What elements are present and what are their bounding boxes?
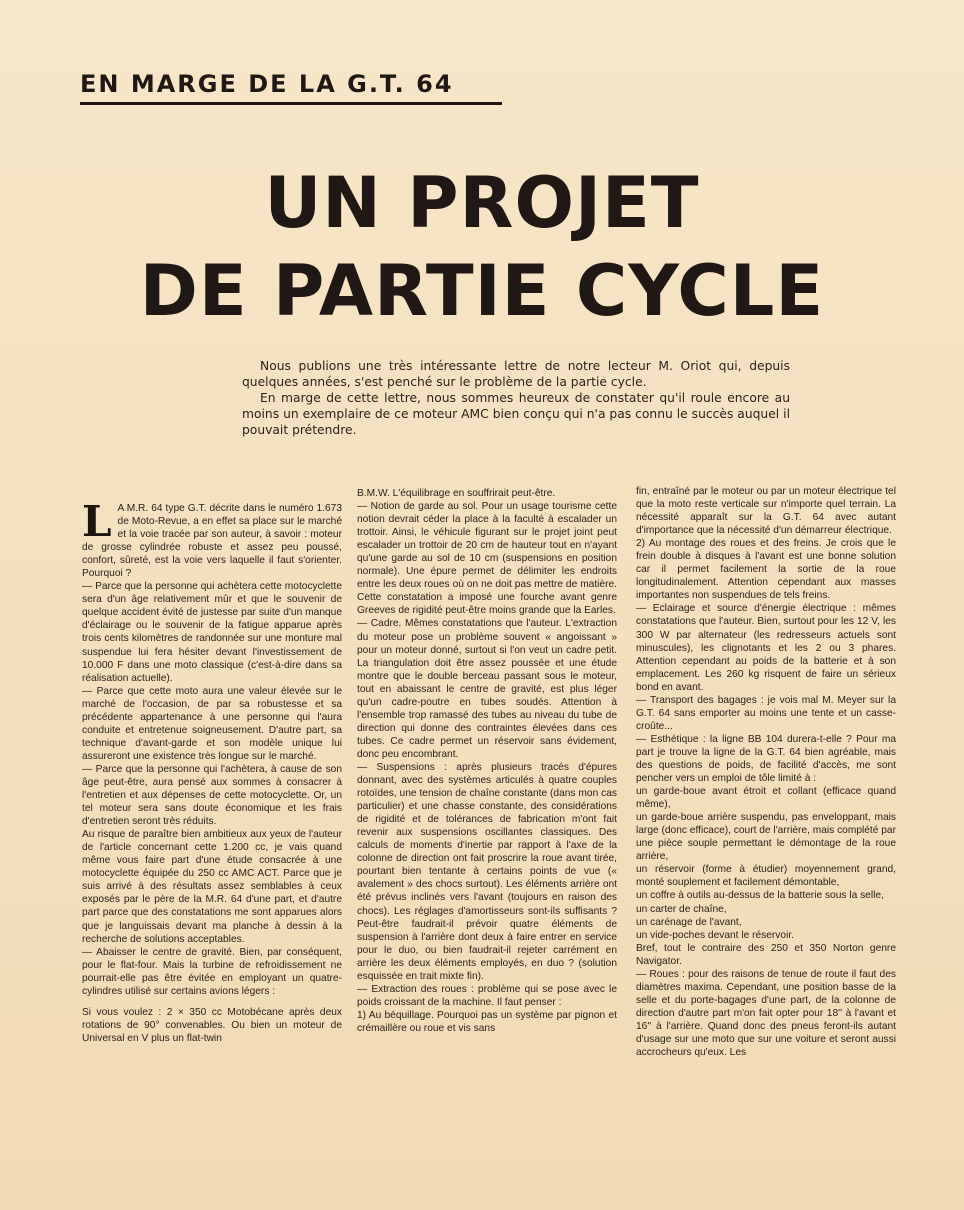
kicker-underline bbox=[80, 102, 502, 105]
column3-text-4: — Transport des bagages : je vois mal M. Meyer sur la G.T. 64 sans emporter au moins une tente et un casse-croûte... bbox=[636, 694, 896, 732]
column3-text-11: un carénage de l'avant, bbox=[636, 916, 742, 928]
column1-text-2: — Parce que la personne qui achètera cette motocyclette sera d'un âge relativement mûr et que le souvenir de quelque accident évité de justesse par suite d'un manque d'éclairage ou le souvenir de la fatigue apparue après trois cents kilomètres de randonnée sur une monture mal suspendue lui fera hésiter devant l'investissement de 10.000 F dans une moto classique (c'est-à-dire dans sa réalisation actuelle). bbox=[82, 581, 342, 684]
column1-text-4: — Parce que la personne qui l'achètera, à cause de son âge peut-être, aura pensé aux sommes à consacrer à l'entretien et aux dépenses de cette motocyclette. Or, un tel moteur sera sans doute économique et les frais d'entretien seront très réduits. bbox=[82, 763, 342, 828]
column1-text-6: — Abaisser le centre de gravité. Bien, par conséquent, pour le flat-four. Mais la turbine de refroidissement ne pourrait-elle pas être évitée en employant un quatre-cylindres utilisé sur certains avions légers : bbox=[82, 946, 342, 997]
column2-text-2: — Notion de garde au sol. Pour un usage tourisme cette notion devrait céder la place à la faculté à escalader un trottoir. Ainsi, le véhicule figurant sur le projet joint peut escalader un trottoir de 20 cm de hauteur tout en n'ayant qu'une garde au sol de 10 cm (suspensions en position normale). Une épure permet de délimiter les endroits entre les deux roues où on ne doit pas mettre de matière. Cette constatation a imposé une fourche avant genre Greeves de rigidité peut-être moins grande que la Earles. bbox=[357, 501, 617, 617]
intro-paragraph bbox=[242, 358, 790, 438]
article-column-1 bbox=[82, 497, 342, 1045]
column2-text-1: B.M.W. L'équilibrage en souffrirait peut-être. bbox=[357, 488, 556, 499]
headline-line-2: DE PARTIE CYCLE bbox=[139, 250, 825, 332]
column2-text-4: — Suspensions : après plusieurs tracés d'épures donnant, avec des systèmes articulés à quatre couples rotoïdes, une tension de chaîne constante (dans mon cas particulier) et une chasse constante, des considérations de rigidité et de tolérances de fabrication m'ont fait revenir aux suspensions oscillantes classiques. Des calculs de moments d'inertie par rapport à l'axe de la colonne de direction ont fait proscrire la roue avant tirée, pourtant bien tentante à certains points de vue (« avalement » des chocs surtout). Les éléments arrière ont été prévus inclinés vers l'avant (toujours en raison des chocs). Les réglages d'amortisseurs sont-ils suffisants ? Peut-être faudrait-il prévoir quatre éléments de suspension à l'arrière dont deux à faire entrer en service pour le duo, ou bien faudrait-il rejeter carrément en arrière les deux éléments employés, en duo ? (solution esquissée en trait mixte fin). bbox=[357, 761, 617, 982]
column2-text-3: — Cadre. Mêmes constatations que l'auteur. L'extraction du moteur pose un problème souvent « angoissant » pour un moteur donné, surtout si l'on veut un cadre petit. La triangulation doit être assez poussée et une étude montre que le double berceau passant sous le moteur, tout en abaissant le centre de gravité, est plus léger qu'un cadre-poutre en tubes soudés. Attention à l'ensemble trop ramassé des tubes au niveau du tube de direction qui donne des contraintes élevées dans ces tubes. Ce cadre permet un réservoir sans évidement, donc peu encombrant. bbox=[357, 618, 617, 760]
column1-text-7: Si vous voulez : 2 × 350 cc Motobécane après deux rotations de 90° convenables. Ou bien un moteur de Universal en V plus un flat-twin bbox=[82, 1006, 342, 1044]
article-column-2 bbox=[357, 487, 617, 1035]
column3-text-5: — Esthétique : la ligne BB 104 durera-t-elle ? Pour ma part je trouve la ligne de la G.T. 64 bien agréable, mais des questions de poids, de facilité d'accès, me sont pencher vers un emploi de tôle limité à : bbox=[636, 733, 896, 785]
column3-text-14: — Roues : pour des raisons de tenue de route il faut des diamètres maxima. Cependant, une position basse de la selle et du porte-bagages d'une part, de la colonne de direction d'autre part m'on fait opter pour 18'' à l'avant et 16'' à l'arrière. Quand donc des pneus feront-ils autant d'usage sur une moto que sur une voiture et seront aussi accrocheurs qu'eux. Les bbox=[636, 968, 896, 1059]
column3-text-7: un garde-boue arrière suspendu, pas enveloppant, mais large (donc efficace), court de l'arrière, mais complété par une pièce souple permettant le démontage de la roue arrière, bbox=[636, 812, 896, 863]
column3-text-8: un réservoir (forme à étudier) moyennement grand, monté souplement et facilement démontable, bbox=[636, 864, 896, 889]
article-column-3 bbox=[636, 485, 896, 1059]
column3-text-9: un coffre à outils au-dessus de la batterie sous la selle, bbox=[636, 890, 884, 902]
column3-text-3: — Eclairage et source d'énergie électrique : mêmes constatations que l'auteur. Bien, surtout pour les 12 V, les 300 W par alternateur (les redresseurs actuels sont minuscules), les clignotants et les 2 ou 3 phares. Attention cependant au poids de la batterie et à son emplacement. Les 260 kg risquent de faire un sérieux bond en avant. bbox=[636, 603, 896, 693]
section-kicker: EN MARGE DE LA G.T. 64 bbox=[80, 70, 454, 98]
column3-text-13: Bref, tout le contraire des 250 et 350 Norton genre Navigator. bbox=[636, 942, 896, 967]
column2-text-5: — Extraction des roues : problème qui se pose avec le poids croissant de la machine. Il faut penser : bbox=[357, 983, 617, 1008]
intro-text-2: En marge de cette lettre, nous sommes heureux de constater qu'il roule encore au moins un exemplaire de ce moteur AMC bien conçu qui n'a pas connu le succès auquel il pouvait prétendre. bbox=[242, 391, 790, 437]
column3-text-2: 2) Au montage des roues et des freins. Je crois que le frein double à disques à l'avant est une bonne solution car il permet facilement la sortie de la roue longitudinalement. Attention cependant aux masses importantes non suspendues de tels freins. bbox=[636, 538, 896, 602]
column3-text-1: fin, entraîné par le moteur ou par un moteur électrique tel que la moto reste verticale sur n'importe quel terrain. La nécessité apparaît sur la G.T. 64 avec autant d'importance que la nécessité d'un démarreur électrique. bbox=[636, 486, 896, 537]
intro-text-1: Nous publions une très intéressante lettre de notre lecteur M. Oriot qui, depuis quelques années, s'est penché sur le problème de la partie cycle. bbox=[242, 359, 790, 389]
column1-text-1: A M.R. 64 type G.T. décrite dans le numéro 1.673 de Moto-Revue, a en effet sa place sur le marché et la voie tracée par son auteur, à savoir : moteur de grosse cylindrée robuste et assez peu poussé, confort, sûreté, est la voie vers laquelle il faut s'orienter. Pourquoi ? bbox=[82, 503, 342, 580]
column1-text-5: Au risque de paraître bien ambitieux aux yeux de l'auteur de l'article concernant cette 1.200 cc, je vais quand même vous faire part d'une étude consacrée à une motocyclette équipée du 250 cc AMC ACT. Parce que je suis arrivé à des résultats assez semblables à ceux exposés par le père de la M.R. 64 d'une part, et d'autre part parce que des constatations me sont apparues alors que je languissais devant ma planche à dessin à la recherche de solutions acceptables. bbox=[82, 829, 342, 945]
column3-text-10: un carter de chaîne, bbox=[636, 903, 727, 915]
column1-first-paragraph bbox=[82, 497, 342, 580]
column3-text-12: un vide-poches devant le réservoir. bbox=[636, 929, 794, 941]
column1-text-3: — Parce que cette moto aura une valeur élevée sur le marché de l'occasion, de par sa robustesse et sa précédente appartenance à une personne qui l'aura conduite et entretenue soigneusement. D'autre part, sa technique d'avant-garde et son modèle unique lui assureront une existence très longue sur le marché. bbox=[82, 685, 342, 762]
column2-text-6: 1) Au béquillage. Pourquoi pas un système par pignon et crémaillère ou roue et vis sans bbox=[357, 1009, 617, 1034]
dropcap: L bbox=[82, 497, 112, 546]
column3-text-6: un garde-boue avant étroit et collant (efficace quand même), bbox=[636, 786, 896, 811]
headline-line-1: UN PROJET bbox=[264, 162, 700, 244]
